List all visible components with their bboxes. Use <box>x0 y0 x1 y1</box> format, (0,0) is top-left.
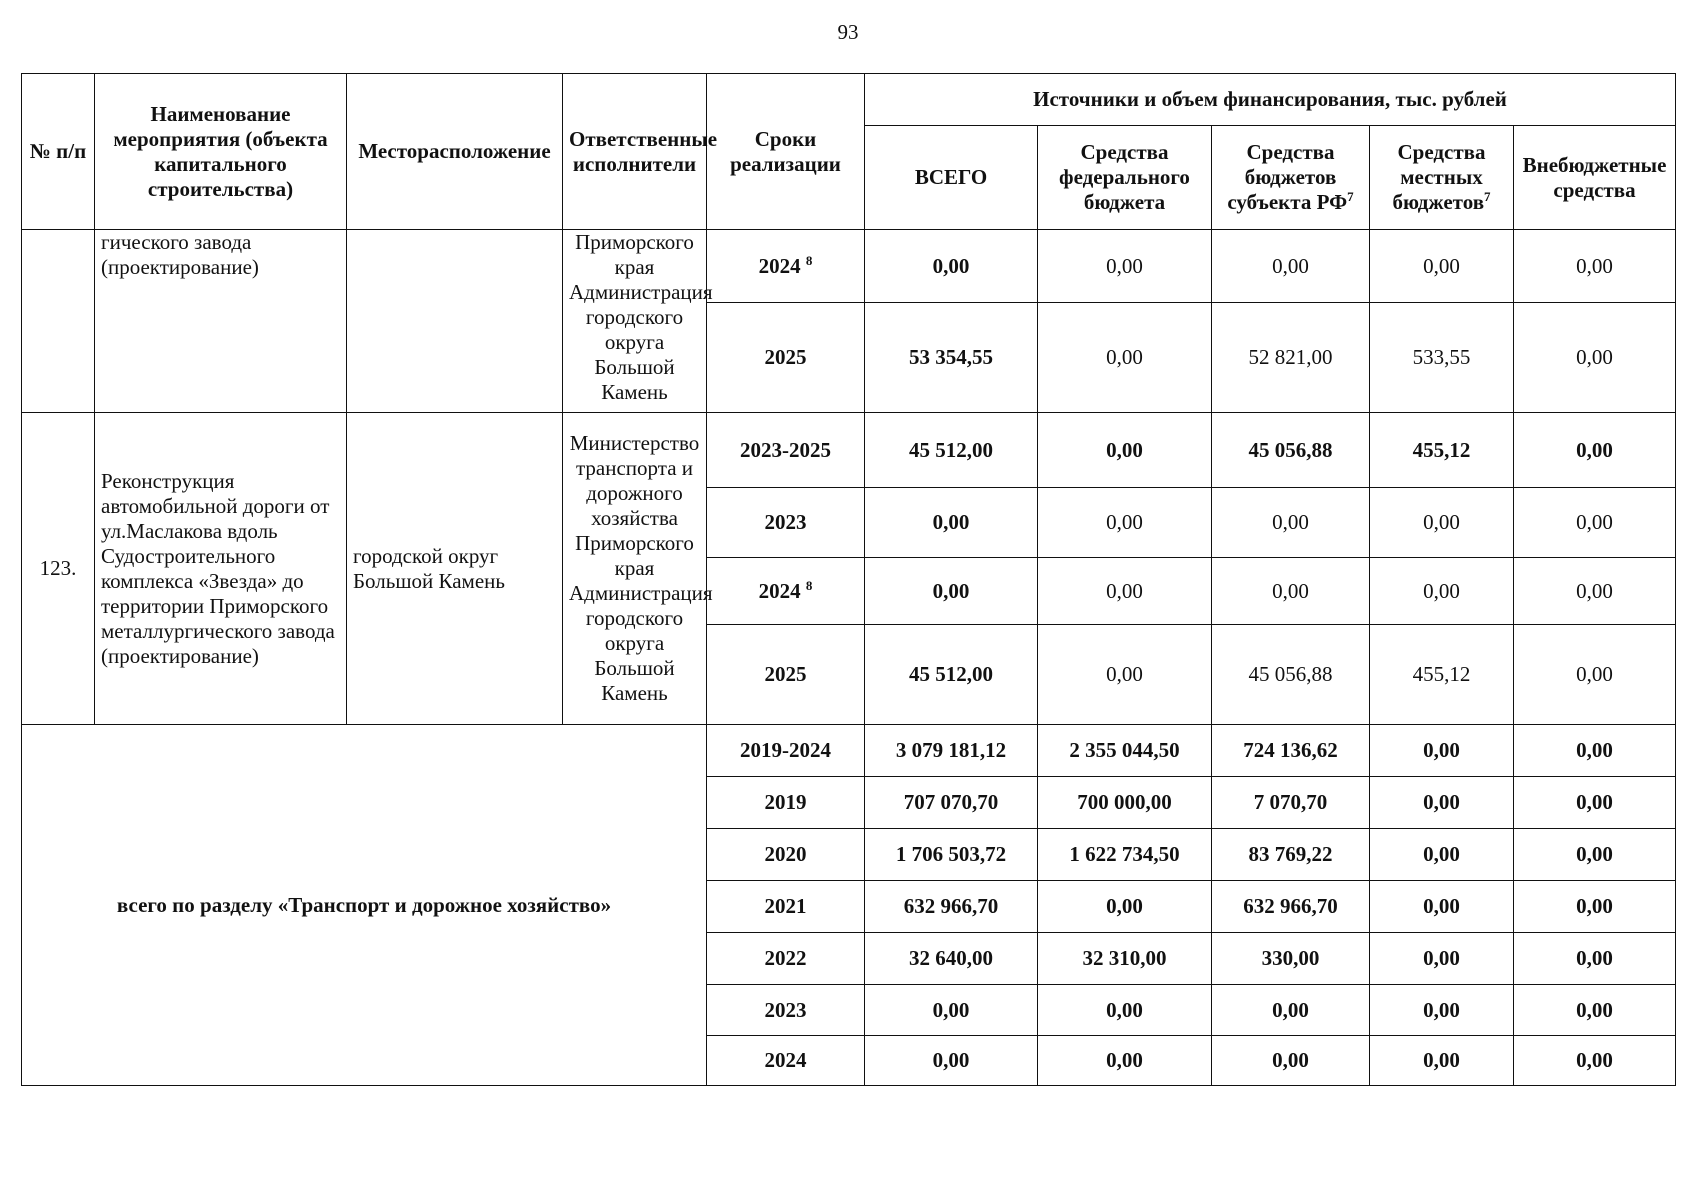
regional-cell: 330,00 <box>1212 933 1370 985</box>
col-extra-header: Внебюджетные средства <box>1514 126 1676 230</box>
col-regional-footnote: 7 <box>1347 189 1354 204</box>
federal-cell: 0,00 <box>1038 881 1212 933</box>
year-cell: 2025 <box>707 625 865 725</box>
year-cell: 2023 <box>707 985 865 1036</box>
regional-cell: 0,00 <box>1212 558 1370 625</box>
extra-cell: 0,00 <box>1514 413 1676 488</box>
page-number: 93 <box>837 20 859 44</box>
extra-cell: 0,00 <box>1514 303 1676 413</box>
total-cell: 0,00 <box>865 230 1038 303</box>
extra-cell: 0,00 <box>1514 985 1676 1036</box>
row122-executors-cell: Приморского края Администрация городского округа Большой Камень <box>563 230 707 413</box>
total-cell: 53 354,55 <box>865 303 1038 413</box>
local-cell: 455,12 <box>1370 625 1514 725</box>
row122-location-cell <box>347 230 563 413</box>
col-executors-header: Ответственные исполнители <box>563 74 707 230</box>
col-total-header: ВСЕГО <box>865 126 1038 230</box>
regional-cell: 0,00 <box>1212 488 1370 558</box>
row123-location-cell: городской округ Большой Камень <box>347 413 563 725</box>
row123-num-cell: 123. <box>22 413 95 725</box>
federal-cell: 0,00 <box>1038 985 1212 1036</box>
year-cell: 2021 <box>707 881 865 933</box>
extra-cell: 0,00 <box>1514 230 1676 303</box>
table-row <box>22 413 1676 488</box>
year-cell: 2023 <box>707 488 865 558</box>
col-location-header: Месторасположение <box>347 74 563 230</box>
year-cell: 2023-2025 <box>707 413 865 488</box>
extra-cell: 0,00 <box>1514 933 1676 985</box>
local-cell: 0,00 <box>1370 777 1514 829</box>
row122-name-cell: гического завода (проектирование) <box>95 230 347 413</box>
federal-cell: 700 000,00 <box>1038 777 1212 829</box>
col-regional-label: Средства бюджетов субъекта РФ <box>1227 140 1348 214</box>
year-cell: 2022 <box>707 933 865 985</box>
federal-cell: 0,00 <box>1038 1036 1212 1086</box>
local-cell: 0,00 <box>1370 829 1514 881</box>
local-cell: 0,00 <box>1370 1036 1514 1086</box>
year-cell: 2024 <box>707 1036 865 1086</box>
federal-cell: 0,00 <box>1038 413 1212 488</box>
local-cell: 0,00 <box>1370 933 1514 985</box>
col-federal-header: Средства федерального бюджета <box>1038 126 1212 230</box>
year-footnote: 8 <box>805 577 813 593</box>
local-cell: 0,00 <box>1370 558 1514 625</box>
regional-cell: 83 769,22 <box>1212 829 1370 881</box>
federal-cell: 0,00 <box>1038 558 1212 625</box>
total-cell: 0,00 <box>865 985 1038 1036</box>
federal-cell: 0,00 <box>1038 488 1212 558</box>
regional-cell: 0,00 <box>1212 985 1370 1036</box>
total-cell: 1 706 503,72 <box>865 829 1038 881</box>
regional-cell: 7 070,70 <box>1212 777 1370 829</box>
regional-cell: 52 821,00 <box>1212 303 1370 413</box>
regional-cell: 632 966,70 <box>1212 881 1370 933</box>
regional-cell: 0,00 <box>1212 1036 1370 1086</box>
extra-cell: 0,00 <box>1514 829 1676 881</box>
regional-cell: 0,00 <box>1212 230 1370 303</box>
year-label: 2024 <box>758 253 801 278</box>
col-period-header: Сроки реализации <box>707 74 865 230</box>
col-local-header <box>1370 126 1514 230</box>
financing-table <box>21 73 1676 1086</box>
col-num-header: № п/п <box>22 74 95 230</box>
federal-cell: 1 622 734,50 <box>1038 829 1212 881</box>
col-sources-header: Источники и объем финансирования, тыс. рублей <box>865 74 1676 126</box>
total-cell: 0,00 <box>865 488 1038 558</box>
extra-cell: 0,00 <box>1514 488 1676 558</box>
total-cell: 3 079 181,12 <box>865 725 1038 777</box>
year-label: 2024 <box>758 578 801 603</box>
year-cell <box>707 558 865 625</box>
local-cell: 455,12 <box>1370 413 1514 488</box>
extra-cell: 0,00 <box>1514 1036 1676 1086</box>
federal-cell: 32 310,00 <box>1038 933 1212 985</box>
table-row <box>22 230 1676 303</box>
table-header <box>22 74 1676 230</box>
regional-cell: 45 056,88 <box>1212 625 1370 725</box>
local-cell: 533,55 <box>1370 303 1514 413</box>
col-local-footnote: 7 <box>1484 189 1491 204</box>
regional-cell: 724 136,62 <box>1212 725 1370 777</box>
extra-cell: 0,00 <box>1514 558 1676 625</box>
col-local-label: Средства местных бюджетов <box>1392 140 1486 214</box>
extra-cell: 0,00 <box>1514 625 1676 725</box>
row123-executors-cell: Министерство транспорта и дорожного хозяйства Приморского края Администрация городского округа Большой Камень <box>563 413 707 725</box>
extra-cell: 0,00 <box>1514 881 1676 933</box>
col-name-header: Наименование мероприятия (объекта капитального строительства) <box>95 74 347 230</box>
col-regional-header <box>1212 126 1370 230</box>
total-cell: 632 966,70 <box>865 881 1038 933</box>
row123-name-cell: Реконструкция автомобильной дороги от ул.Маслакова вдоль Судостроительного комплекса «Звезда» до территории Приморского металлургического завода (проектирование) <box>95 413 347 725</box>
total-cell: 0,00 <box>865 1036 1038 1086</box>
total-cell: 0,00 <box>865 558 1038 625</box>
total-cell: 45 512,00 <box>865 413 1038 488</box>
total-cell: 45 512,00 <box>865 625 1038 725</box>
year-cell <box>707 230 865 303</box>
federal-cell: 0,00 <box>1038 303 1212 413</box>
year-cell: 2020 <box>707 829 865 881</box>
local-cell: 0,00 <box>1370 985 1514 1036</box>
regional-cell: 45 056,88 <box>1212 413 1370 488</box>
federal-cell: 0,00 <box>1038 625 1212 725</box>
year-footnote: 8 <box>805 252 813 268</box>
total-cell: 707 070,70 <box>865 777 1038 829</box>
local-cell: 0,00 <box>1370 230 1514 303</box>
year-cell: 2019-2024 <box>707 725 865 777</box>
extra-cell: 0,00 <box>1514 777 1676 829</box>
total-cell: 32 640,00 <box>865 933 1038 985</box>
local-cell: 0,00 <box>1370 488 1514 558</box>
local-cell: 0,00 <box>1370 725 1514 777</box>
extra-cell: 0,00 <box>1514 725 1676 777</box>
federal-cell: 2 355 044,50 <box>1038 725 1212 777</box>
local-cell: 0,00 <box>1370 881 1514 933</box>
year-cell: 2019 <box>707 777 865 829</box>
row122-num-cell <box>22 230 95 413</box>
table-row <box>22 725 1676 777</box>
year-cell: 2025 <box>707 303 865 413</box>
federal-cell: 0,00 <box>1038 230 1212 303</box>
summary-label-cell: всего по разделу «Транспорт и дорожное хозяйство» <box>22 725 707 1086</box>
